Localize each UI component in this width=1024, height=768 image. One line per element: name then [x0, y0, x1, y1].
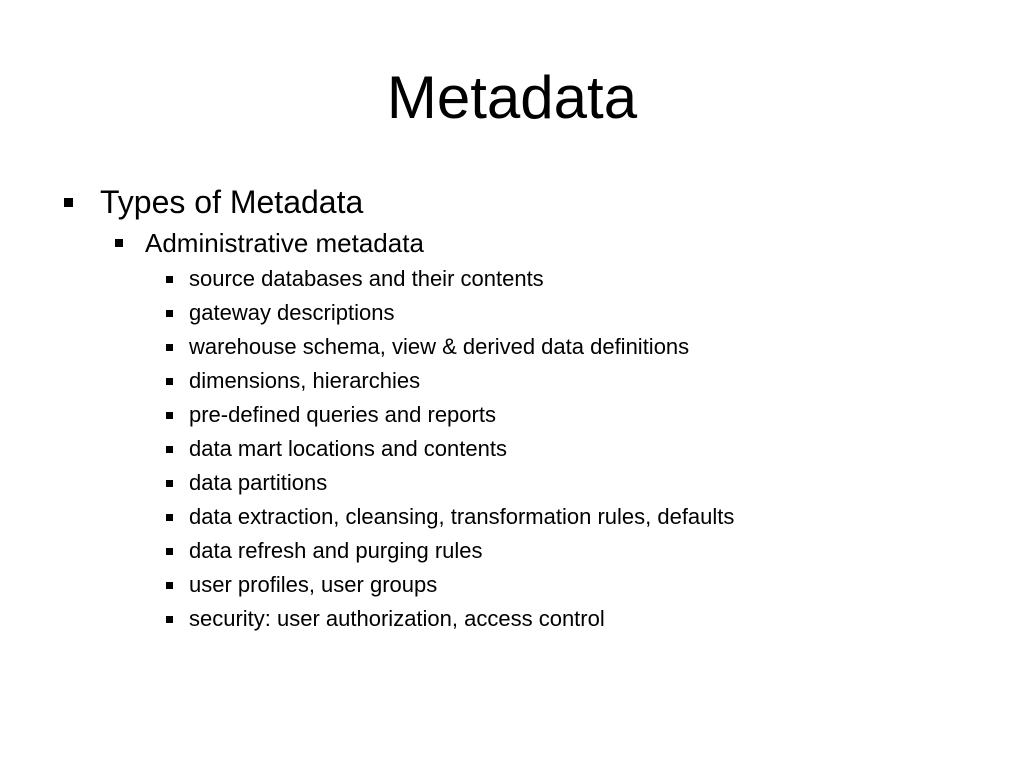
list-item-text: source databases and their contents	[189, 266, 544, 291]
list-item	[166, 262, 734, 296]
list-item	[166, 330, 734, 364]
list-item	[166, 534, 734, 568]
square-bullet-icon	[64, 198, 73, 207]
square-bullet-icon	[166, 514, 173, 521]
administrative-metadata-list	[166, 262, 734, 636]
list-item	[166, 296, 734, 330]
square-bullet-icon	[166, 616, 173, 623]
list-item-text: warehouse schema, view & derived data definitions	[189, 334, 690, 359]
list-item-text: dimensions, hierarchies	[189, 368, 421, 393]
list-item-text: pre-defined queries and reports	[189, 402, 496, 427]
list-item-text: user profiles, user groups	[189, 572, 438, 597]
square-bullet-icon	[115, 239, 123, 247]
list-item-text: data extraction, cleansing, transformation rules, defaults	[189, 504, 735, 529]
square-bullet-icon	[166, 310, 173, 317]
bullet-level2-text: Administrative metadata	[145, 227, 424, 258]
list-item-text: data partitions	[189, 470, 328, 495]
list-item	[166, 398, 734, 432]
list-item	[166, 500, 734, 534]
list-item-text: data refresh and purging rules	[189, 538, 483, 563]
list-item	[166, 602, 734, 636]
square-bullet-icon	[166, 582, 173, 589]
bullet-level1-types-of-metadata	[64, 182, 363, 222]
list-item	[166, 432, 734, 466]
list-item-text: gateway descriptions	[189, 300, 395, 325]
square-bullet-icon	[166, 446, 173, 453]
square-bullet-icon	[166, 276, 173, 283]
list-item	[166, 364, 734, 398]
list-item-text: security: user authorization, access control	[189, 606, 605, 631]
square-bullet-icon	[166, 344, 173, 351]
square-bullet-icon	[166, 378, 173, 385]
square-bullet-icon	[166, 412, 173, 419]
square-bullet-icon	[166, 480, 173, 487]
list-item	[166, 568, 734, 602]
bullet-level1-text: Types of Metadata	[100, 183, 364, 220]
list-item	[166, 466, 734, 500]
square-bullet-icon	[166, 548, 173, 555]
bullet-level2-administrative-metadata	[115, 226, 424, 260]
slide-title: Metadata	[386, 64, 638, 131]
list-item-text: data mart locations and contents	[189, 436, 507, 461]
